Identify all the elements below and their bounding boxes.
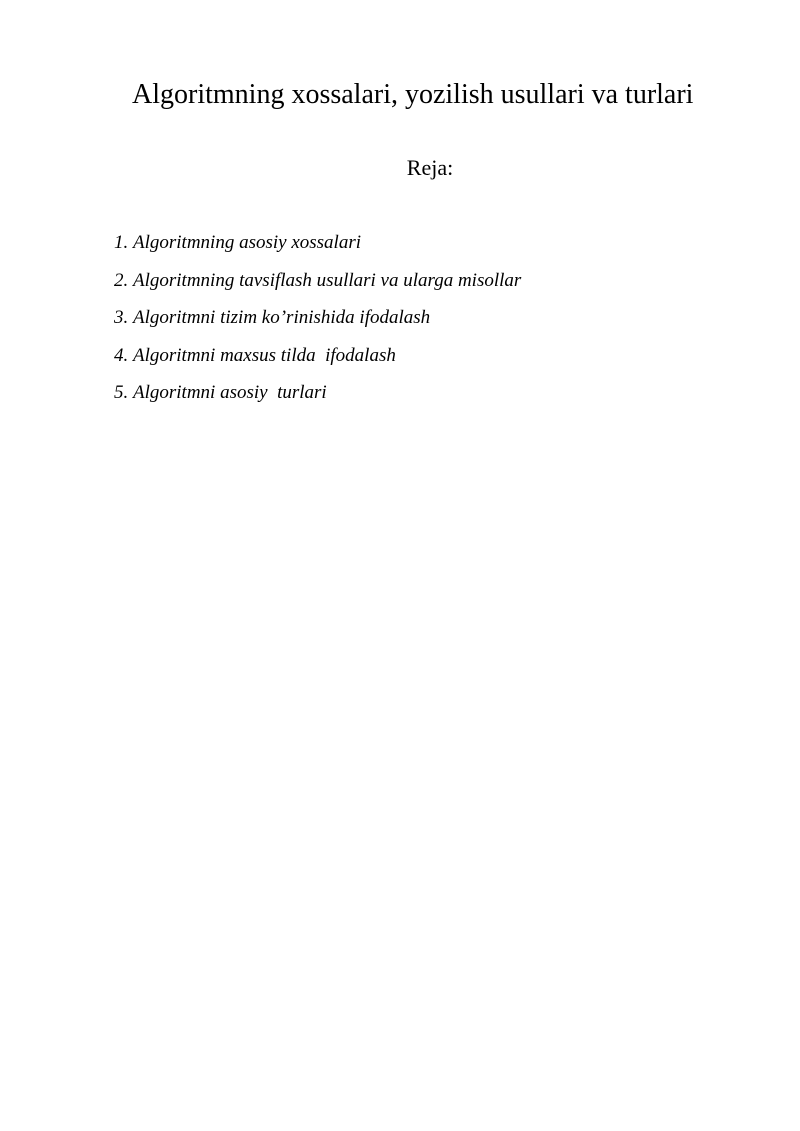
plan-item xyxy=(114,268,521,306)
plan-heading: Reja: xyxy=(406,155,454,180)
plan-item xyxy=(114,343,521,381)
plan-item-number: 3. xyxy=(114,307,129,328)
plan-item-text: Algoritmni maxsus tilda ifodalash xyxy=(133,344,396,366)
plan-item-text: Algoritmning asosiy xossalari xyxy=(133,232,362,253)
document-title: Algoritmning xossalari, yozilish usullari va turlari xyxy=(132,79,694,110)
plan-item-number: 2. xyxy=(114,269,129,291)
plan-item-text: Algoritmni tizim ko’rinishida ifodalash xyxy=(133,307,431,328)
plan-item-number: 1. xyxy=(114,232,129,253)
plan-item-text: Algoritmni asosiy turlari xyxy=(133,382,327,403)
plan-item-text: Algoritmning tavsiflash usullari va ularga misollar xyxy=(133,269,522,291)
plan-item xyxy=(114,305,521,343)
plan-item xyxy=(114,380,521,418)
plan-item-number: 4. xyxy=(114,344,129,366)
plan-item-number: 5. xyxy=(114,382,129,403)
plan-list xyxy=(114,230,521,418)
plan-item xyxy=(114,230,521,268)
